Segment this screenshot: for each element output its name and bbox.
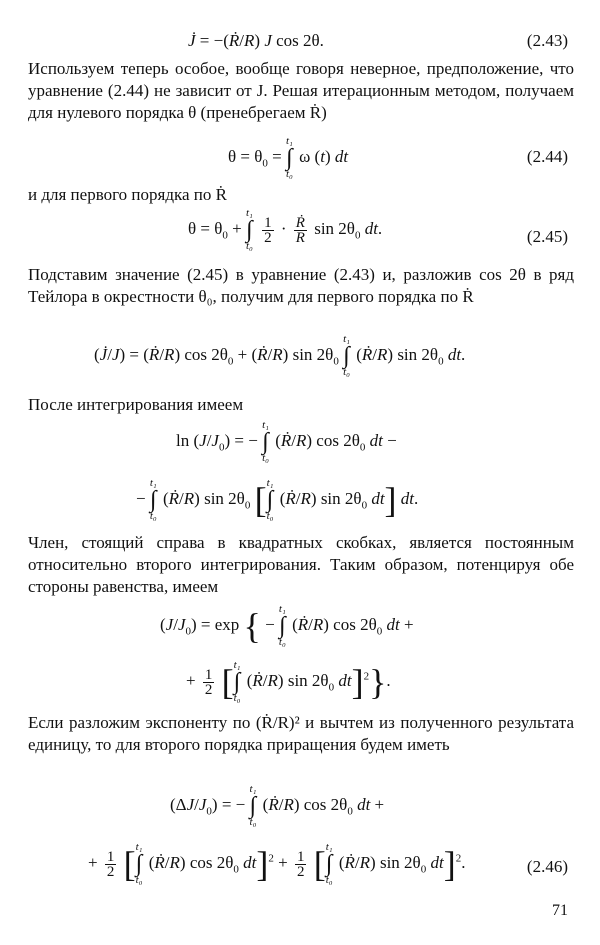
equation-exp-line-2: + $\frac{1}{2}$ [t₁ ∫ t₀ (Ṙ/R) $\sin 2\theta_0$ dt]$^2$}. — [186, 659, 391, 704]
paragraph-3: Подставим значение (2.45) в уравнение (2.43) и, разложив cos 2θ в ряд Тейлора в окрестности θ₀, получим для первого порядка по Ṙ — [28, 265, 574, 306]
paragraph-4: После интегрирования имеем — [28, 395, 244, 414]
equation-log-line-1: $\ln (J/J_0)$ = − t₁ ∫ t₀ (Ṙ/R) $\cos 2\theta_0$ dt − — [176, 419, 397, 464]
equation-number-2-44: (2.44) — [526, 147, 568, 166]
paragraph-5: Член, стоящий справа в квадратных скобках, является постоянным относительно второго интегрирования. Таким образом, потенцируя обе стороны равенства, имеем — [28, 533, 574, 596]
equation-log-line-2: − t₁ ∫ t₀ (Ṙ/R) $\sin 2\theta_0$ [t₁ ∫ t₀ (Ṙ/R) $\sin 2\theta_0$ dt] dt. — [136, 477, 419, 522]
equation-2-46-line-1: $(\Delta J/J_0)$ = − t₁ ∫ t₀ (Ṙ/R) $\cos 2\theta_0$ dt + — [170, 783, 385, 828]
equation-first-order: (J̇/J) = (Ṙ/R) $\cos 2\theta_0$ + (Ṙ/R) $\sin 2\theta_0$ t₁ ∫ t₀ (Ṙ/R) $\sin 2\theta_0$ dt. — [94, 333, 466, 378]
equation-exp-line-1: $(J/J_0) = \exp$ { − t₁ ∫ t₀ (Ṙ/R) $\cos 2\theta_0$ dt + — [160, 603, 414, 648]
paragraph-6: Если разложим экспоненту по (Ṙ/R)² и вычтем из полученного результата единицу, то для второго порядка приращения будем иметь — [28, 713, 574, 754]
paragraph-2: и для первого порядка по Ṙ — [28, 185, 227, 204]
equation-number-2-45: (2.45) — [526, 227, 568, 246]
equation-2-46-line-2: + $\frac{1}{2}$ [t₁ ∫ t₀ (Ṙ/R) $\cos 2\theta_0$ dt]$^2$ + $\frac{1}{2}$ [t₁ ∫ t₀ (Ṙ/R) $\sin 2\theta_0$ dt]$^2$. — [88, 841, 466, 886]
equation-number-2-46: (2.46) — [526, 857, 568, 876]
equation-2-44: $\theta = \theta_0 = t_1$ ∫ t₀ ω (t) dt — [228, 135, 349, 180]
page-number: 71 — [552, 902, 568, 919]
paragraph-1: Используем теперь особое, вообще говоря неверное, предположение, что уравнение (2.44) не зависит от J. Решая итерационным методом, получаем для нулевого порядка θ (пренебрегаем Ṙ) — [28, 59, 574, 122]
equation-2-45: $\theta = \theta_0 + t_1$ ∫ t₀ $\frac{1}{2}$ · $\frac{\text{Ṙ}}{R}$ $\sin 2\theta_0$ dt. — [188, 207, 383, 252]
equation-2-43: J̇ = −(Ṙ/R) J cos 2θ. — [188, 31, 324, 50]
equation-number-2-43: (2.43) — [526, 31, 568, 50]
